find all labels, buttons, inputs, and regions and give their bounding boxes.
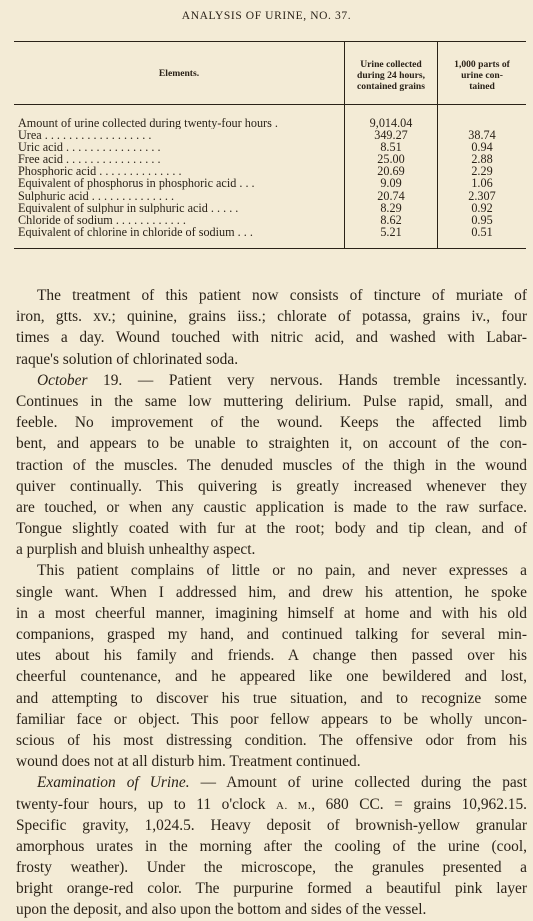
cell-collected: 20.74: [377, 189, 405, 202]
text-line: [16, 370, 527, 391]
row-label: Equivalent of chlorine in chloride of sodium . . .: [18, 225, 253, 238]
text-line: [16, 794, 527, 815]
text-line: are touched, or when any caustic application is made to the raw surface.: [16, 498, 527, 516]
header-1000-parts-line-3: tained: [469, 81, 495, 92]
header-urine-collected-line-3: contained grains: [357, 81, 425, 92]
cell-parts: [438, 117, 526, 129]
cell-parts: 2.29: [471, 165, 493, 178]
text-line: raque's solution of chlorinated soda.: [16, 350, 239, 368]
text-run: , 680 CC. = grains 10,962.15.: [311, 795, 527, 813]
cell-parts: 2.307: [468, 189, 496, 202]
text-line: familiar face or object. This poor fellow appears to be wholly uncon-: [16, 710, 527, 728]
header-1000-parts-line-1: 1,000 parts of: [454, 59, 510, 70]
text-line: [16, 772, 527, 793]
row-label: Equivalent of sulphur in sulphuric acid . . . . .: [18, 201, 239, 214]
text-line: in a most cheerful manner, imagining himself at home and with his old: [16, 604, 527, 622]
text-line: bent, and appears to be unable to straighten it, on account of the con-: [16, 435, 527, 453]
header-1000-parts-line-2: urine con-: [461, 70, 503, 81]
row-label: Uric acid . . . . . . . . . . . . . . . .: [18, 141, 161, 154]
cell-parts: 0.51: [471, 225, 493, 238]
text-line: The treatment of this patient now consists of tincture of muriate of: [37, 287, 527, 304]
text-line: wound does not at all disturb him. Treatment continued.: [16, 753, 361, 771]
row-label: Chloride of sodium . . . . . . . . . . . .: [18, 213, 186, 226]
cell-parts: 0.94: [471, 141, 493, 154]
header-1000-parts: [438, 42, 526, 104]
row-label: Free acid . . . . . . . . . . . . . . . .: [18, 153, 161, 166]
text-run: twenty-four hours, up to 11 o'clock: [16, 795, 277, 813]
text-line: single want. When I addressed him, and drew his attention, he spoke: [16, 583, 527, 601]
body-text: [16, 285, 527, 921]
text-line: scious of his most distressing condition. The offensive odor from his: [16, 731, 527, 749]
row-label: Phosphoric acid . . . . . . . . . . . . . .: [18, 165, 182, 178]
text-line: and attempting to discover his true situation, and to recognize some: [16, 689, 527, 707]
row-label: Equivalent of phosphorus in phosphoric acid . . .: [18, 177, 255, 190]
column-urine-collected: [344, 105, 438, 248]
cell-parts: 2.88: [471, 153, 493, 166]
text-line: Continues in the same low muttering delirium. Pulse rapid, small, and: [16, 392, 527, 410]
table-body: [14, 105, 526, 248]
text-line: iron, gtts. xv.; quinine, grains iiss.; chlorate of potassa, grains iv., four: [16, 308, 527, 326]
text-line: cheerful countenance, and he appeared like one bewildered and lost,: [16, 668, 527, 686]
cell-collected: 8.51: [380, 141, 402, 154]
date-label: October: [37, 371, 88, 389]
column-elements: [14, 105, 344, 248]
header-urine-collected-line-1: Urine collected: [360, 59, 422, 70]
running-head: ANALYSIS OF URINE, NO. 37.: [181, 10, 352, 22]
cell-collected: 8.62: [380, 213, 402, 226]
cell-collected: 9.09: [380, 177, 402, 190]
text-line: amorphous urates in the morning after the cooling of the urine (cool,: [16, 837, 527, 855]
cell-collected: 8.29: [380, 201, 402, 214]
urine-analysis-table: [14, 41, 526, 249]
cell-collected: 349.27: [374, 129, 408, 142]
cell-parts: 0.95: [471, 213, 493, 226]
cell-parts: 38.74: [468, 129, 496, 142]
cell-parts: 0.92: [471, 201, 493, 214]
text-line: feeble. No improvement of the wound. Keeps the affected limb: [16, 414, 527, 432]
cell-collected: 9,014.04: [369, 117, 413, 130]
header-elements: Elements.: [158, 67, 200, 79]
text-line: a purplish and bluish unhealthy aspect.: [16, 541, 256, 559]
text-line: quiver continually. This quivering is greatly increased whenever they: [16, 477, 527, 495]
text-line: times a day. Wound touched with nitric acid, and washed with Labar-: [16, 329, 527, 347]
header-urine-collected-line-2: during 24 hours,: [357, 70, 425, 81]
section-label: Examination of Urine.: [37, 774, 190, 792]
text-line: This patient complains of little or no pain, and never expresses a: [37, 562, 527, 580]
table-bottom-rule: [14, 248, 526, 249]
cell-parts: 1.06: [471, 177, 493, 190]
column-1000-parts: [438, 105, 526, 248]
header-urine-collected: [344, 42, 438, 104]
text-run: 19. — Patient very nervous. Hands tremble incessantly.: [87, 371, 527, 389]
row-label: Amount of urine collected during twenty-four hours .: [18, 117, 278, 130]
text-line: traction of the muscles. The denuded muscles of the thigh in the wound: [16, 456, 527, 474]
cell-collected: 20.69: [377, 165, 405, 178]
row-label: Sulphuric acid . . . . . . . . . . . . . .: [18, 189, 175, 202]
text-line: upon the deposit, and also upon the bottom and sides of the vessel.: [16, 901, 427, 919]
text-line: utes about his family and friends. A change then passed over his: [16, 647, 527, 665]
text-run: — Amount of urine collected during the past: [189, 774, 527, 792]
row-label: Urea . . . . . . . . . . . . . . . . . .: [18, 129, 152, 142]
small-caps-am: A. M.: [276, 799, 312, 812]
text-line: companions, grasped my hand, and continued talking for several min-: [16, 626, 527, 643]
text-line: Specific gravity, 1,024.5. Heavy deposit of brownish-yellow granular: [16, 816, 527, 834]
table-header-row: [14, 42, 526, 104]
text-line: bright orange-red color. The purpurine formed a beautiful pink layer: [16, 880, 527, 898]
cell-collected: 5.21: [380, 225, 402, 238]
cell-collected: 25.00: [377, 153, 405, 166]
text-line: Tongue slightly coated with fur at the root; body and tip clean, and of: [16, 520, 527, 538]
text-line: frosty weather). Under the microscope, the granules presented a: [16, 859, 527, 877]
